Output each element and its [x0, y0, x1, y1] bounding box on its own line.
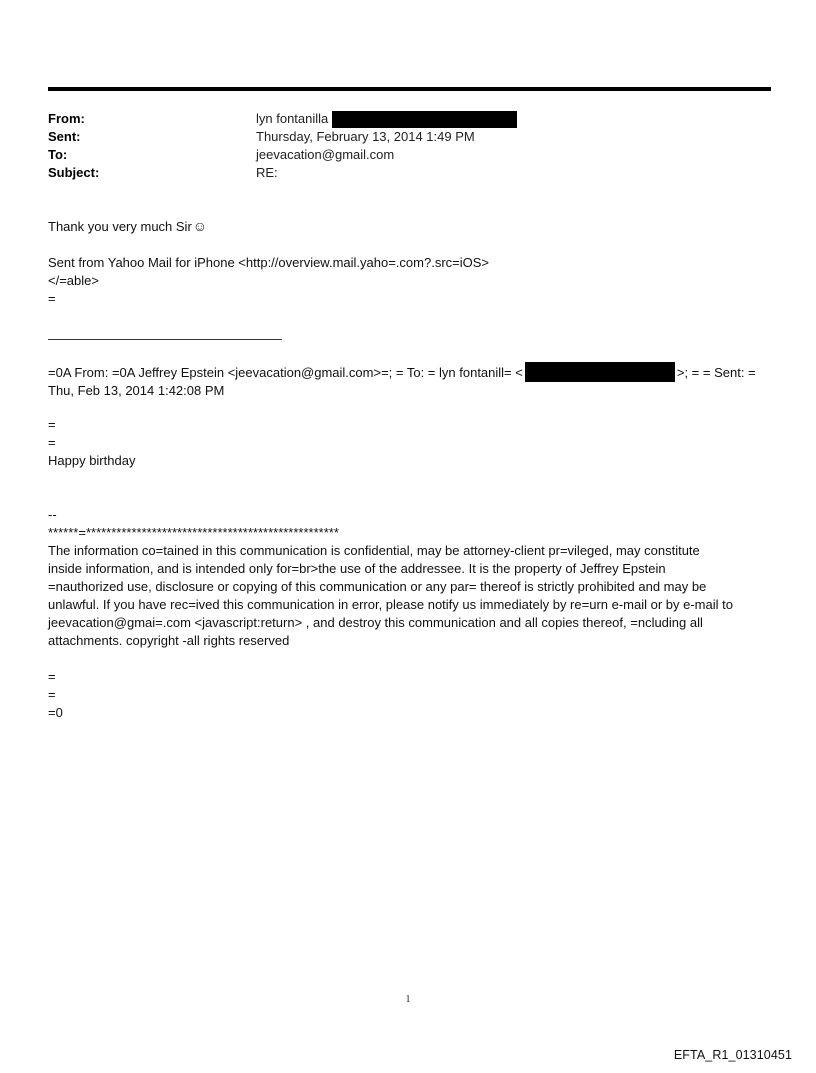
quoted-meta-part2: >; = = Sent: =	[676, 365, 756, 380]
signature-block	[48, 254, 771, 308]
quoted-meta	[48, 362, 771, 400]
disclaimer-line: attachments. copyright -all rights reserved	[48, 633, 290, 648]
sent-label: Sent:	[48, 129, 81, 144]
reply-block	[48, 217, 771, 236]
closing-block	[48, 668, 771, 722]
disclaimer-line: The information co=tained in this communication is confidential, may be attorney-client pr=vileged, may constitute	[48, 543, 700, 558]
to-value: jeevacation@gmail.com	[256, 147, 395, 162]
from-value: lyn fontanilla	[256, 111, 329, 126]
disclaimer-block	[48, 506, 771, 650]
to-label: To:	[48, 147, 68, 162]
sent-value: Thursday, February 13, 2014 1:49 PM	[256, 129, 475, 144]
email-header	[48, 110, 771, 182]
from-label: From:	[48, 111, 85, 126]
bates-number: EFTA_R1_01310451	[673, 1048, 792, 1062]
equals-line: =	[48, 291, 56, 306]
quoted-meta-line1	[48, 362, 771, 382]
disclaimer-line: unlawful. If you have rec=ived this communication in error, please notify us immediately by re=urn e-mail or by e-mail to	[48, 597, 733, 612]
quote-divider	[48, 339, 282, 340]
disclaimer-line: =nauthorized use, disclosure or copying of this communication or any par= thereof is strictly prohibited and may be	[48, 579, 707, 594]
sent-row	[48, 128, 771, 146]
subject-label: Subject:	[48, 165, 100, 180]
page-number: 1	[405, 994, 411, 1005]
quoted-meta-part1: =0A From: =0A Jeffrey Epstein <jeevacation@gmail.com>=; = To: = lyn fontanill= <	[48, 365, 523, 380]
quoted-body	[48, 416, 771, 470]
quoted-message: Happy birthday	[48, 453, 136, 468]
end-eq-2: =	[48, 687, 56, 702]
subject-value: RE:	[256, 165, 278, 180]
end-eq-1: =	[48, 669, 56, 684]
quoted-meta-line2: Thu, Feb 13, 2014 1:42:08 PM	[48, 383, 225, 398]
redaction-box	[525, 362, 675, 382]
tag-line: </=able>	[48, 273, 99, 288]
quoted-eq-a: =	[48, 417, 56, 432]
reply-thanks: Thank you very much Sir	[48, 219, 192, 234]
quoted-eq-b: =	[48, 435, 56, 450]
end-eq-3: =0	[48, 705, 63, 720]
disclaimer-line: jeevacation@gmai=.com <javascript:return> , and destroy this communication and all copies thereof, =ncluding all	[48, 615, 703, 630]
top-rule	[48, 87, 771, 91]
from-row	[48, 110, 771, 128]
dashes-line: --	[48, 507, 57, 522]
signature-line: Sent from Yahoo Mail for iPhone <http://overview.mail.yaho=.com?.src=iOS>	[48, 255, 490, 270]
from-value-wrap	[256, 110, 517, 128]
disclaimer-line: inside information, and is intended only for=br>the use of the addressee. It is the property of Jeffrey Epstein	[48, 561, 666, 576]
smiley-icon: ☺	[192, 218, 208, 234]
redaction-box	[332, 111, 517, 128]
reply-thanks-line	[48, 217, 771, 236]
stars-line: ******=**************************************************	[48, 525, 339, 540]
to-row	[48, 146, 771, 164]
subject-row	[48, 164, 771, 182]
